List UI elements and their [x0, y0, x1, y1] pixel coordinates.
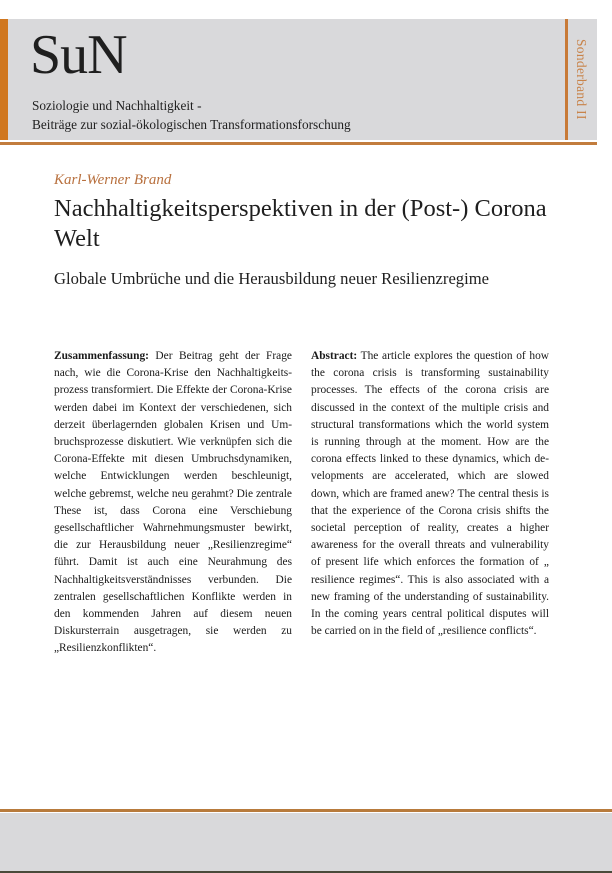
article-subtitle: Globale Umbrüche und die Herausbildung neuer Resilienzregime: [54, 269, 489, 288]
abstract-english-text: The article explores the question of how the corona crisis is transforming sustainability processes. The effects of the corona crisis are discussed in the context of the multiple crisis and structural transformations which the world system is running through at the moment. How are the corona effects linked to these dynamics, which developments are accelerated, which are slowed down, which are framed anew? The central thesis is that the experience of the Corona crisis shifts the societal perception of reality, creates a higher awareness for the overall threats and vulnerability of present life which enforces the formation of „ resilience regimes“. This is also associated with a new framing of the understanding of sustainability. In the coming years central political disputes will be carried on in the field of „resilience conflicts“.: [311, 350, 549, 638]
abstract-english-label: Abstract:: [311, 350, 358, 362]
footer-rule: [0, 809, 612, 812]
header-rule: [0, 142, 597, 145]
abstract-german-label: Zusammenfassung:: [54, 350, 149, 362]
header-divider: [565, 19, 568, 140]
journal-header: [0, 19, 597, 140]
journal-subtitle-line2: Beiträge zur sozial-ökologischen Transformationsforschung: [32, 117, 351, 132]
article-title: Nachhaltigkeitsperspektiven in der (Post-) Corona Welt: [54, 195, 547, 252]
accent-bar: [0, 19, 8, 140]
abstract-german: [54, 348, 292, 658]
abstract-german-text: Der Beitrag geht der Frage nach, wie die Corona-Krise den Nachhaltigkeitsprozess transformiert. Die Effekte der Corona-Krise werden dabei im Kontext der verschiedenen, sich derzeit überlagernden globalen Krisen und Umbruchsprozesse diskutiert. Wie verknüpfen sich die Corona-Effekte mit diesen Umbruchsdynamiken, welche Entwicklungen werden beschleunigt, welche gebremst, welche neu gerahmt? Die zentrale These ist, dass Corona eine Verschiebung gesellschaftlicher Wahrnehmungsmuster bewirkt, die zur Herausbildung neuer „Resilienzregime“ führt. Damit ist auch eine Neurahmung des Nachhaltigkeitsverständnisses verbunden. Die zentralen gesellschaftlichen Konflikte werden in den kommenden Jahren auf diesem neuen Diskursterrain ausgetragen, sie werden zu „Resilienzkonflikten“.: [54, 350, 292, 655]
journal-logo: SuN: [30, 24, 127, 86]
journal-subtitle: [32, 96, 351, 134]
footer-block: [0, 813, 612, 871]
abstract-english: [311, 348, 549, 640]
special-issue-label: Sonderband II: [574, 39, 589, 120]
author-name: Karl-Werner Brand: [54, 172, 172, 188]
journal-subtitle-line1: Soziologie und Nachhaltigkeit -: [32, 98, 202, 113]
